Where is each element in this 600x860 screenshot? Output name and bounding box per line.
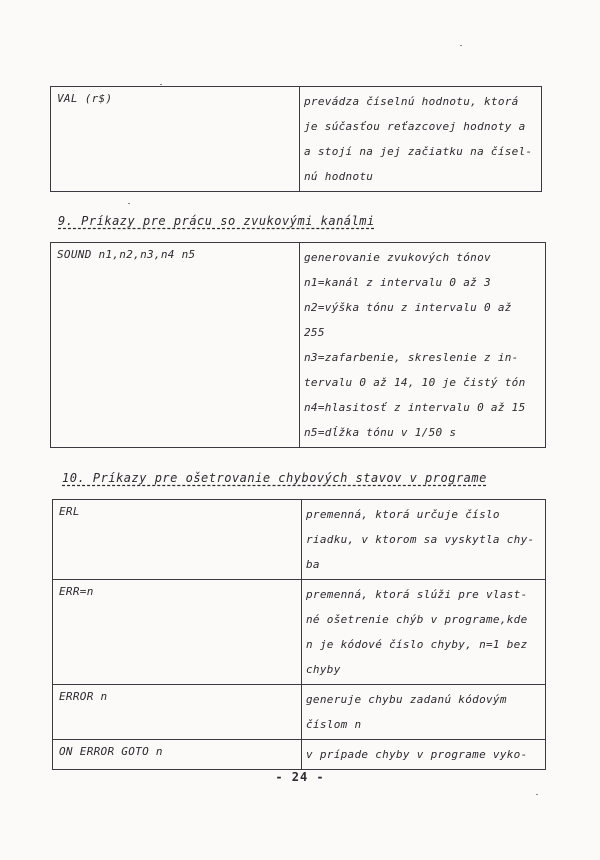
- table-body: [53, 500, 546, 770]
- description-line: n4=hlasitosť z intervalu 0 až 15: [304, 401, 526, 414]
- description-line: né ošetrenie chýb v programe,kde: [306, 613, 528, 626]
- table-val: [50, 86, 542, 192]
- page-number: - 24 -: [275, 770, 325, 784]
- description-line: premenná, ktorá slúži pre vlast-: [306, 588, 528, 601]
- description-line: n2=výška tónu z intervalu 0 až: [304, 301, 512, 314]
- command-cell: ON ERROR GOTO n: [53, 740, 302, 770]
- section-heading-10: 10. Príkazy pre ošetrovanie chybových stavov v programe: [62, 471, 487, 485]
- description-line: a stojí na jej začiatku na čísel-: [304, 145, 533, 158]
- table-body: [51, 87, 542, 192]
- description-line: tervalu 0 až 14, 10 je čistý tón: [304, 376, 526, 389]
- table-row: [53, 580, 546, 685]
- command-cell: SOUND n1,n2,n3,n4 n5: [51, 243, 300, 448]
- description-line: premenná, ktorá určuje číslo: [306, 508, 500, 521]
- table-row: [51, 243, 546, 448]
- description-cell: [302, 685, 546, 740]
- description-line: prevádza číselnú hodnotu, ktorá: [304, 95, 519, 108]
- command-cell: VAL (r$): [51, 87, 300, 192]
- description-cell: [302, 580, 546, 685]
- table-sound: [50, 242, 546, 448]
- description-line: nú hodnotu: [304, 170, 374, 183]
- description-line: riadku, v ktorom sa vyskytla chy-: [306, 533, 535, 546]
- table-row: [51, 87, 542, 192]
- command-cell: ERL: [53, 500, 302, 580]
- description-line: ba: [306, 558, 320, 571]
- description-line: n je kódové číslo chyby, n=1 bez: [306, 638, 528, 651]
- description-line: je súčasťou reťazcovej hodnoty a: [304, 120, 526, 133]
- description-line: číslom n: [306, 718, 362, 731]
- description-line: n3=zafarbenie, skreslenie z in-: [304, 351, 519, 364]
- description-cell: [302, 740, 546, 770]
- scan-speck: [160, 84, 162, 85]
- description-line: chyby: [306, 663, 341, 676]
- description-cell: [300, 87, 542, 192]
- table-errors: [52, 499, 546, 770]
- scan-speck: [536, 794, 538, 795]
- description-cell: [302, 500, 546, 580]
- command-cell: ERR=n: [53, 580, 302, 685]
- description-line: v prípade chyby v programe vyko-: [306, 748, 528, 761]
- description-line: generuje chybu zadanú kódovým: [306, 693, 507, 706]
- command-cell: ERROR n: [53, 685, 302, 740]
- scan-speck: [128, 203, 130, 204]
- table-row: [53, 740, 546, 770]
- section-heading-9: 9. Príkazy pre prácu so zvukovými kanálmi: [58, 214, 375, 228]
- table-body: [51, 243, 546, 448]
- table-row: [53, 685, 546, 740]
- scan-speck: [460, 45, 462, 46]
- description-line: 255: [304, 326, 325, 339]
- description-line: n1=kanál z intervalu 0 až 3: [304, 276, 491, 289]
- description-line: n5=dĺžka tónu v 1/50 s: [304, 426, 457, 439]
- description-line: generovanie zvukových tónov: [304, 251, 491, 264]
- description-cell: [300, 243, 546, 448]
- table-row: [53, 500, 546, 580]
